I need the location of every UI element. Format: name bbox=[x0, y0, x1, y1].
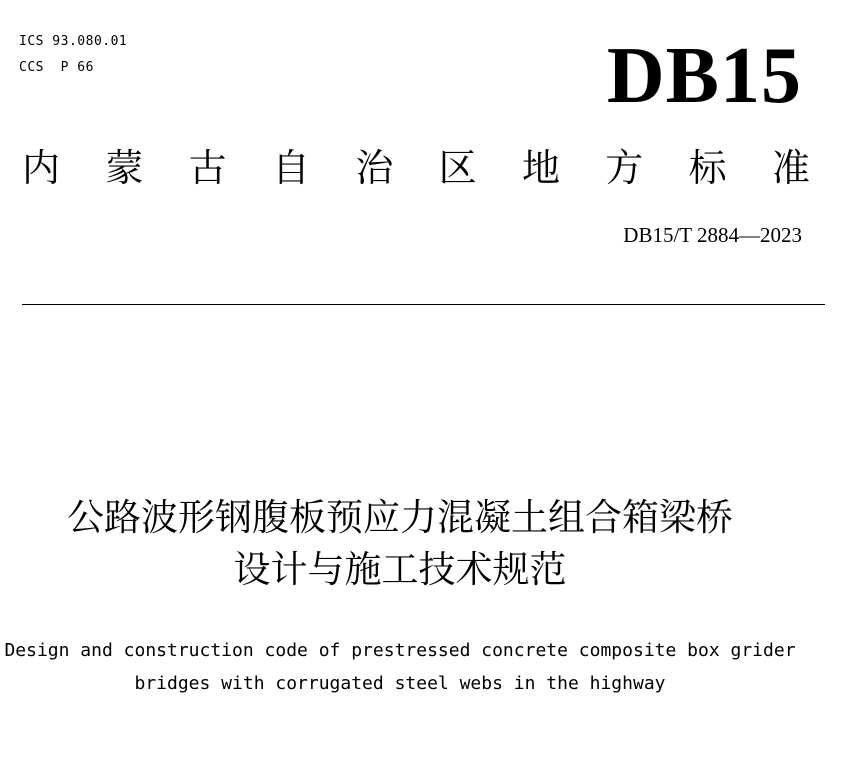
standard-type-char: 自 bbox=[271, 146, 310, 190]
english-title-line-1: Design and construction code of prestressed concrete composite box grider bbox=[4, 640, 796, 661]
ccs-code: CCS P 66 bbox=[19, 60, 94, 75]
standard-type-char: 治 bbox=[355, 146, 394, 190]
standard-logo: DB15 bbox=[606, 32, 802, 120]
standard-type-char: 古 bbox=[188, 146, 227, 190]
chinese-title-line-1: 公路波形钢腹板预应力混凝土组合箱梁桥 bbox=[67, 496, 733, 539]
english-title-line-2: bridges with corrugated steel webs in the highway bbox=[134, 673, 666, 694]
ics-code: ICS 93.080.01 bbox=[19, 34, 128, 49]
standard-type-heading bbox=[22, 145, 810, 191]
standard-type-char: 方 bbox=[605, 146, 644, 190]
chinese-title-line-2: 设计与施工技术规范 bbox=[233, 548, 567, 591]
chinese-title bbox=[0, 492, 800, 596]
standard-type-char: 地 bbox=[521, 146, 560, 190]
header-divider bbox=[22, 304, 825, 305]
classification-codes bbox=[19, 29, 127, 81]
standard-number: DB15/T 2884—2023 bbox=[623, 223, 802, 247]
standard-type-char: 区 bbox=[438, 146, 477, 190]
english-title bbox=[0, 634, 800, 700]
standard-type-char: 标 bbox=[688, 146, 727, 190]
standard-type-char: 蒙 bbox=[105, 146, 144, 190]
standard-type-char: 准 bbox=[771, 146, 810, 190]
standard-type-char: 内 bbox=[22, 146, 61, 190]
